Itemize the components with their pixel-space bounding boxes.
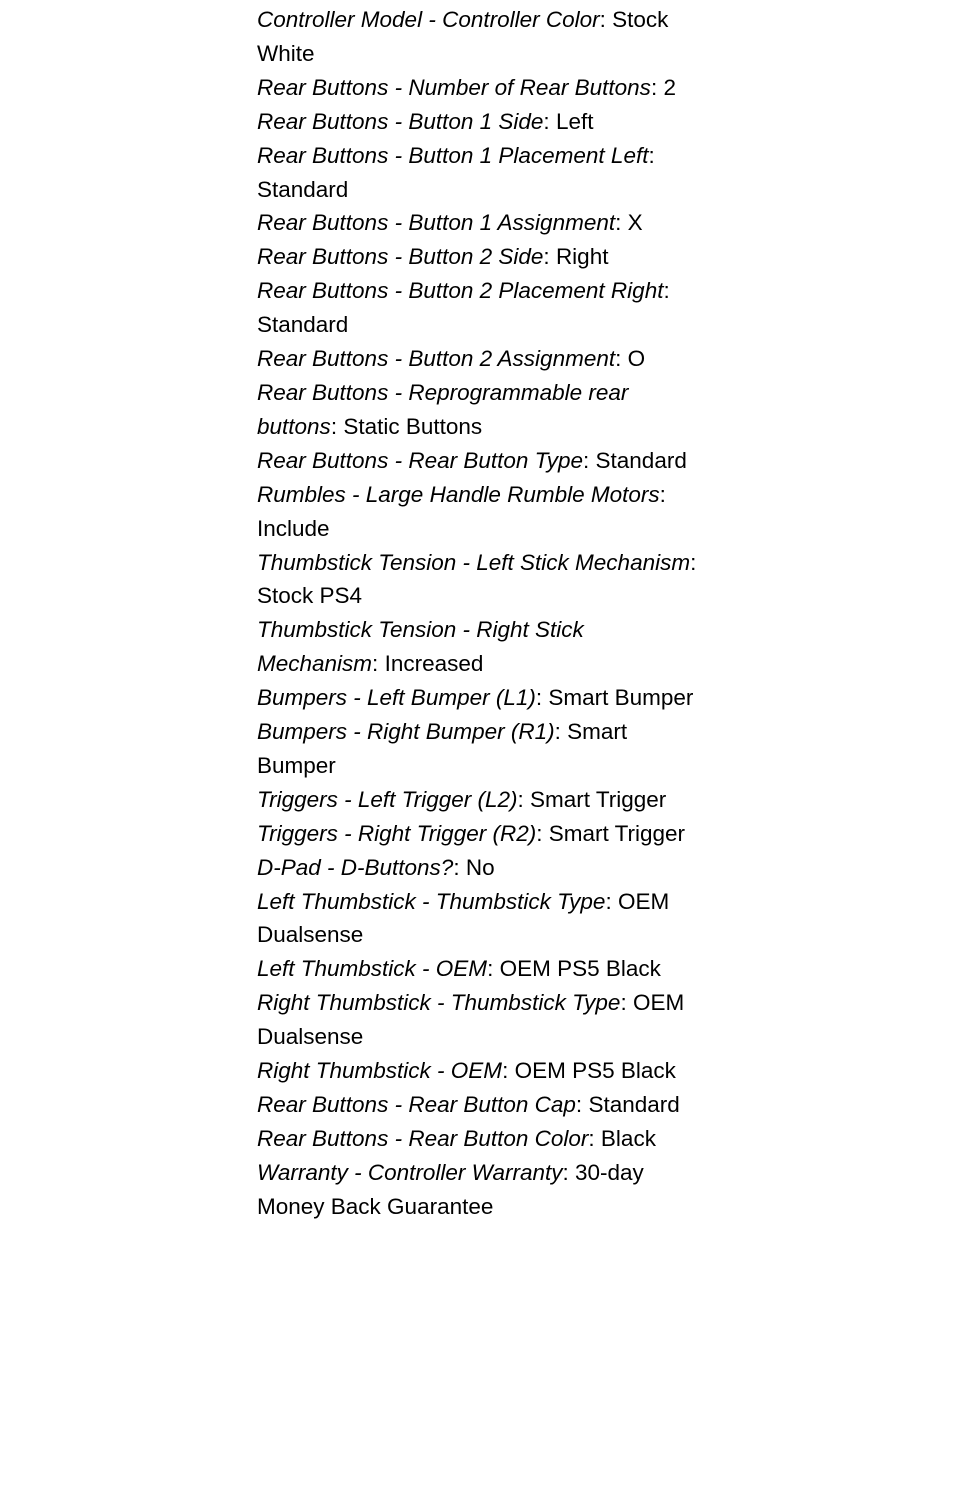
- spec-label: Right Thumbstick - OEM: [257, 1058, 503, 1084]
- spec-label: Bumpers - Right Bumper (R1): [257, 719, 555, 745]
- spec-item: Rear Buttons - Reprogrammable rear buttons: Static Buttons: [257, 379, 629, 439]
- spec-value: Standard: [595, 447, 687, 473]
- spec-value: Increased: [384, 651, 484, 677]
- spec-item: Warranty - Controller Warranty: 30-day Money Back Guarantee: [257, 1159, 644, 1219]
- spec-item: Rear Buttons - Button 2 Side: Right: [257, 244, 609, 270]
- spec-label: Rear Buttons - Reprogrammable rear buttons: [257, 379, 629, 439]
- spec-value: Standard: [588, 1092, 680, 1117]
- spec-item: Triggers - Right Trigger (R2): Smart Trigger: [257, 820, 686, 846]
- spec-item: D-Pad - D-Buttons?: No: [257, 854, 495, 880]
- spec-value: 2: [663, 74, 676, 100]
- spec-item: Rear Buttons - Number of Rear Buttons: 2: [257, 74, 676, 100]
- spec-label: Rear Buttons - Rear Button Type: [257, 447, 583, 473]
- spec-item: Rumbles - Large Handle Rumble Motors: Include: [257, 481, 666, 541]
- spec-value: OEM PS5 Black: [499, 956, 661, 982]
- spec-item: Rear Buttons - Button 1 Assignment: X: [257, 210, 643, 236]
- spec-item: Bumpers - Right Bumper (R1): Smart Bumper: [257, 719, 628, 778]
- spec-value: Left: [555, 108, 594, 134]
- spec-label: D-Pad - D-Buttons?: [257, 854, 454, 880]
- spec-value: Stock White: [257, 7, 669, 66]
- spec-value: Right: [555, 244, 609, 270]
- spec-value: X: [627, 210, 643, 236]
- spec-label: Rear Buttons - Rear Button Cap: [257, 1092, 576, 1117]
- spec-item: Rear Buttons - Button 1 Placement Left: Standard: [257, 142, 655, 202]
- spec-value: Smart Bumper: [257, 719, 628, 778]
- spec-label: Right Thumbstick - Thumbstick Type: [257, 990, 621, 1016]
- spec-label: Rear Buttons - Button 1 Placement Left: [257, 142, 649, 168]
- spec-label: Rear Buttons - Button 2 Assignment: [257, 346, 616, 372]
- spec-label: Controller Model - Controller Color: [257, 7, 600, 32]
- spec-label: Thumbstick Tension - Right Stick Mechanism: [257, 617, 584, 677]
- spec-value: OEM Dualsense: [257, 888, 670, 948]
- spec-value: Smart Trigger: [530, 786, 667, 812]
- spec-label: Rear Buttons - Number of Rear Buttons: [257, 74, 651, 100]
- spec-item: Left Thumbstick - OEM: OEM PS5 Black: [257, 956, 661, 982]
- spec-item: Rear Buttons - Button 2 Placement Right: Standard: [257, 278, 670, 338]
- spec-value: Standard: [257, 176, 349, 202]
- spec-item: Thumbstick Tension - Left Stick Mechanism: Stock PS4: [257, 549, 697, 609]
- spec-value: Smart Trigger: [548, 820, 686, 846]
- spec-label: Rear Buttons - Button 2 Placement Right: [257, 278, 664, 304]
- spec-value: Static Buttons: [343, 413, 483, 439]
- spec-list: [257, 3, 697, 1224]
- spec-label: Bumpers - Left Bumper (L1): [257, 685, 536, 711]
- spec-item: Thumbstick Tension - Right Stick Mechanism: Increased: [257, 617, 584, 677]
- spec-item: Right Thumbstick - Thumbstick Type: OEM Dualsense: [257, 990, 685, 1050]
- spec-item: Rear Buttons - Button 2 Assignment: O: [257, 346, 646, 372]
- spec-item: Bumpers - Left Bumper (L1): Smart Bumper: [257, 685, 694, 711]
- spec-value: OEM PS5 Black: [514, 1058, 676, 1084]
- spec-value: OEM Dualsense: [257, 990, 685, 1050]
- spec-item: Triggers - Left Trigger (L2): Smart Trigger: [257, 786, 667, 812]
- spec-label: Rear Buttons - Button 1 Side: [257, 108, 544, 134]
- spec-label: Rear Buttons - Button 1 Assignment: [257, 210, 616, 236]
- spec-item: Right Thumbstick - OEM: OEM PS5 Black: [257, 1058, 676, 1084]
- spec-label: Triggers - Left Trigger (L2): [257, 786, 518, 812]
- spec-value: 30-day Money Back Guarantee: [257, 1159, 644, 1219]
- spec-item: Left Thumbstick - Thumbstick Type: OEM Dualsense: [257, 888, 670, 948]
- spec-value: O: [627, 346, 646, 372]
- spec-label: Rumbles - Large Handle Rumble Motors: [257, 481, 660, 507]
- spec-item: Rear Buttons - Rear Button Cap: Standard: [257, 1092, 680, 1117]
- spec-label: Left Thumbstick - Thumbstick Type: [257, 888, 606, 914]
- spec-label: Rear Buttons - Button 2 Side: [257, 244, 544, 270]
- spec-value: Smart Bumper: [548, 685, 694, 711]
- spec-label: Rear Buttons - Rear Button Color: [257, 1125, 589, 1151]
- spec-value: Include: [257, 515, 330, 541]
- spec-item: Controller Model - Controller Color: Stock White: [257, 7, 669, 66]
- spec-item: Rear Buttons - Rear Button Color: Black: [257, 1125, 656, 1151]
- spec-label: Thumbstick Tension - Left Stick Mechanism: [257, 549, 691, 575]
- spec-value: Stock PS4: [257, 583, 363, 609]
- spec-label: Left Thumbstick - OEM: [257, 956, 488, 982]
- spec-label: Triggers - Right Trigger (R2): [257, 820, 537, 846]
- spec-value: Standard: [257, 312, 349, 338]
- spec-label: Warranty - Controller Warranty: [257, 1159, 563, 1185]
- spec-item: Rear Buttons - Rear Button Type: Standard: [257, 447, 687, 473]
- spec-value: Black: [600, 1125, 656, 1151]
- spec-item: Rear Buttons - Button 1 Side: Left: [257, 108, 594, 134]
- spec-value: No: [465, 854, 495, 880]
